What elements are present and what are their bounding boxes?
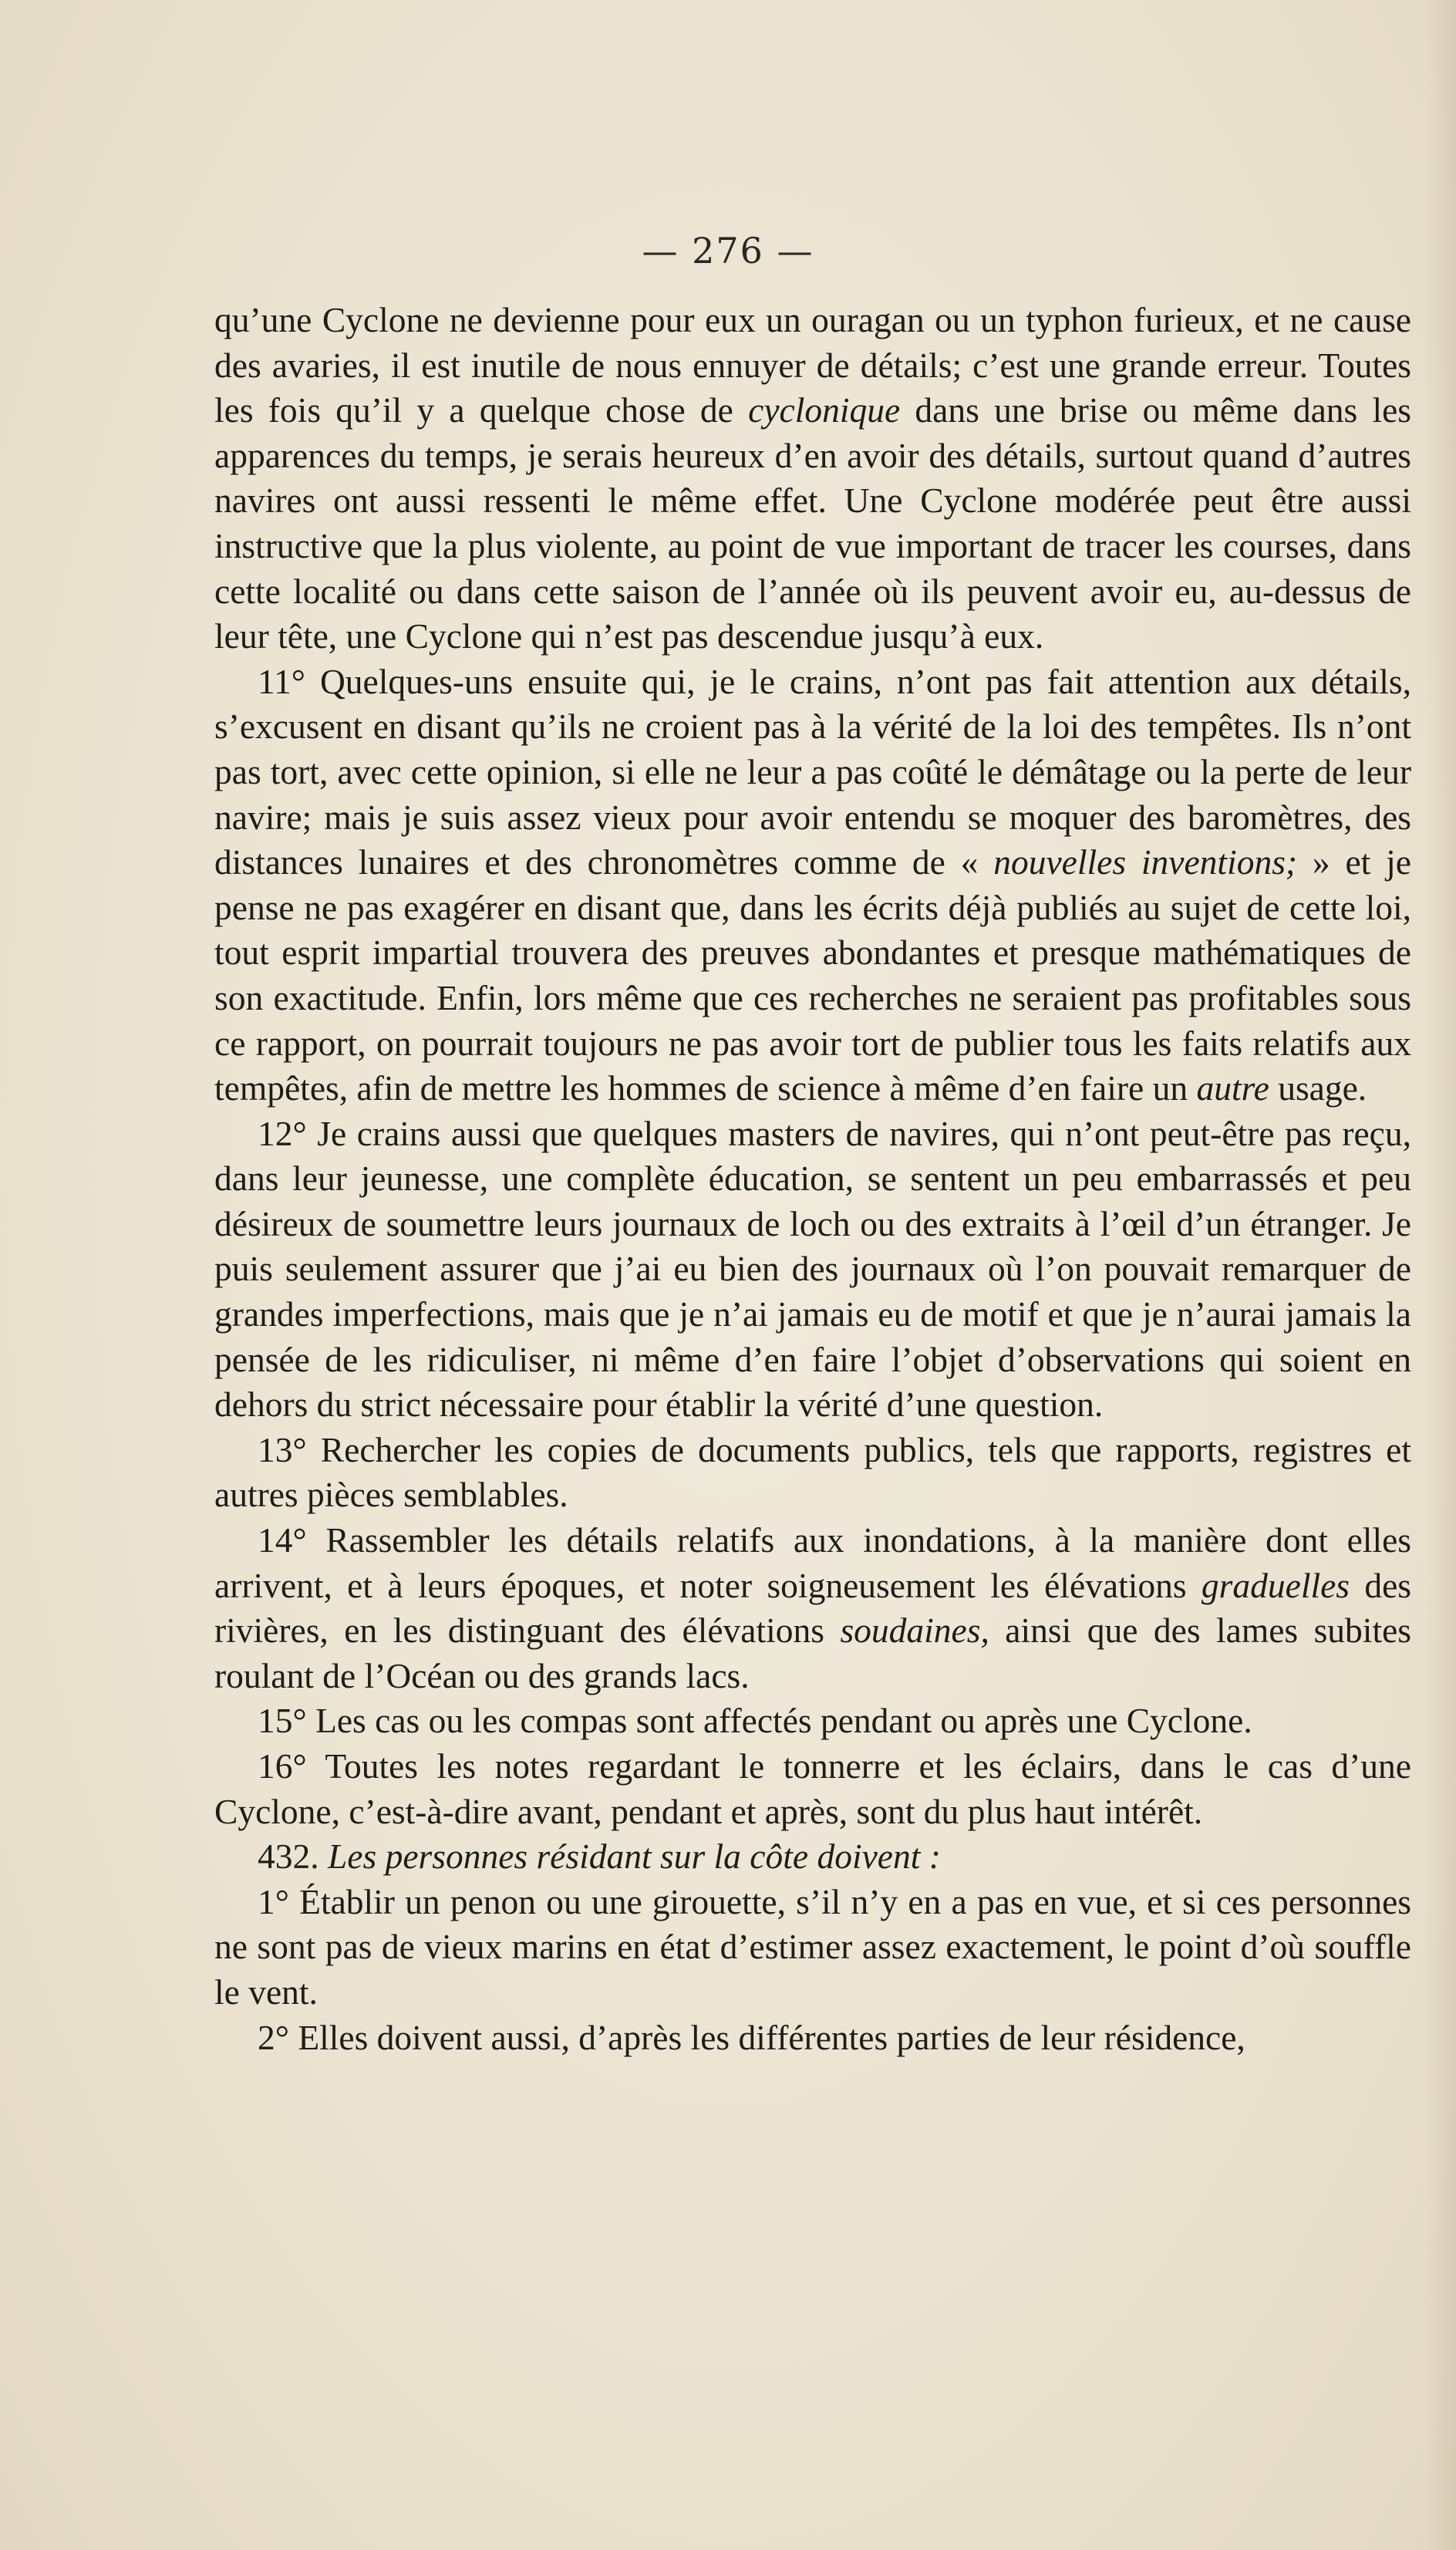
section-title: Les personnes résidant sur la côte doivent : [328, 1837, 941, 1877]
paragraph-item-16: 16° Toutes les notes regardant le tonnerre et les éclairs, dans le cas d’une Cyclone, c’est-à-dire avant, pendant et après, sont du plus haut intérêt. [214, 1746, 1411, 1831]
emphasis: autre [1196, 1068, 1269, 1108]
paragraph-item-2: 2° Elles doivent aussi, d’après les différentes parties de leur résidence, [258, 2017, 1245, 2057]
section-number: 432. [258, 1837, 319, 1877]
paragraph-item-15: 15° Les cas ou les compas sont affectés pendant ou après une Cyclone. [258, 1701, 1252, 1741]
paragraph-item-13: 13° Rechercher les copies de documents publics, tels que rapports, registres et autres pièces semblables. [214, 1429, 1411, 1515]
paragraph-item-12: 12° Je crains aussi que quelques masters de navires, qui n’ont peut-être pas reçu, dans leur jeunesse, une complète éducation, se sentent un peu embarrassés et peu désireux de soumettre leurs journaux de loch ou des extraits à l’œil d’un étranger. Je puis seulement assurer que j’ai eu bien des journaux où l’on pouvait remarquer de grandes imperfections, mais que je n’ai jamais eu de motif et que je n’aurai jamais la pensée de les ridiculiser, ni même d’en faire l’objet d’observations qui soient en dehors du strict nécessaire pour établir la vérité d’une question. [214, 1113, 1411, 1425]
paragraph-continuation: qu’une Cyclone ne devienne pour eux un ouragan ou un typhon furieux, et ne cause des avaries, il est inutile de nous ennuyer de détails; c’est une grande erreur. Toutes les fois qu’il y a quelque chose de cyclonique dans une brise ou même dans les apparences du temps, je serais heureux d’en avoir des détails, surtout quand d’autres navires ont aussi ressenti le même effet. Une Cyclone modérée peut être aussi instructive que la plus violente, au point de vue important de tracer les courses, dans cette localité ou dans cette saison de l’année où ils peuvent avoir eu, au-dessus de leur tête, une Cyclone qui n’est pas descendue jusqu’à eux. [214, 300, 1411, 656]
paragraph-item-1: 1° Établir un penon ou une girouette, s’il n’y en a pas en vue, et si ces personnes ne sont pas de vieux marins en état d’estimer assez exactement, le point d’où souffle le vent. [214, 1881, 1411, 2012]
emphasis: nouvelles inventions; [993, 842, 1298, 882]
emphasis: cyclonique [748, 390, 901, 430]
paragraph-item-14: 14° Rassembler les détails relatifs aux inondations, à la manière dont elles arrivent, et à leurs époques, et noter soigneusement les élévations graduelles des rivières, en les distinguant des élévations soudaines, ainsi que des lames subites roulant de l’Océan ou des grands lacs. [214, 1520, 1412, 1695]
section-heading-432 [214, 1834, 1411, 1880]
page-number: — 276 — [642, 230, 814, 272]
body-text [214, 298, 1411, 2060]
emphasis: graduelles [1201, 1565, 1350, 1605]
paragraph-item-11: 11° Quelques-uns ensuite qui, je le crains, n’ont pas fait attention aux détails, s’excusent en disant qu’ils ne croient pas à la vérité de la loi des tempêtes. Ils n’ont pas tort, avec cette opinion, si elle ne leur a pas coûté le démâtage ou la perte de leur navire; mais je suis assez vieux pour avoir entendu se moquer des baromètres, des distances lunaires et des chronomètres comme de « nouvelles inventions; » et je pense ne pas exagérer en disant que, dans les écrits déjà publiés au sujet de cette loi, tout esprit impartial trouvera des preuves abondantes et presque mathématiques de son exactitude. Enfin, lors même que ces recherches ne seraient pas profitables sous ce rapport, on pourrait toujours ne pas avoir tort de publier tous les faits relatifs aux tempêtes, afin de mettre les hommes de science à même d’en faire un autre usage. [214, 661, 1411, 1108]
emphasis: soudaines, [840, 1611, 989, 1651]
